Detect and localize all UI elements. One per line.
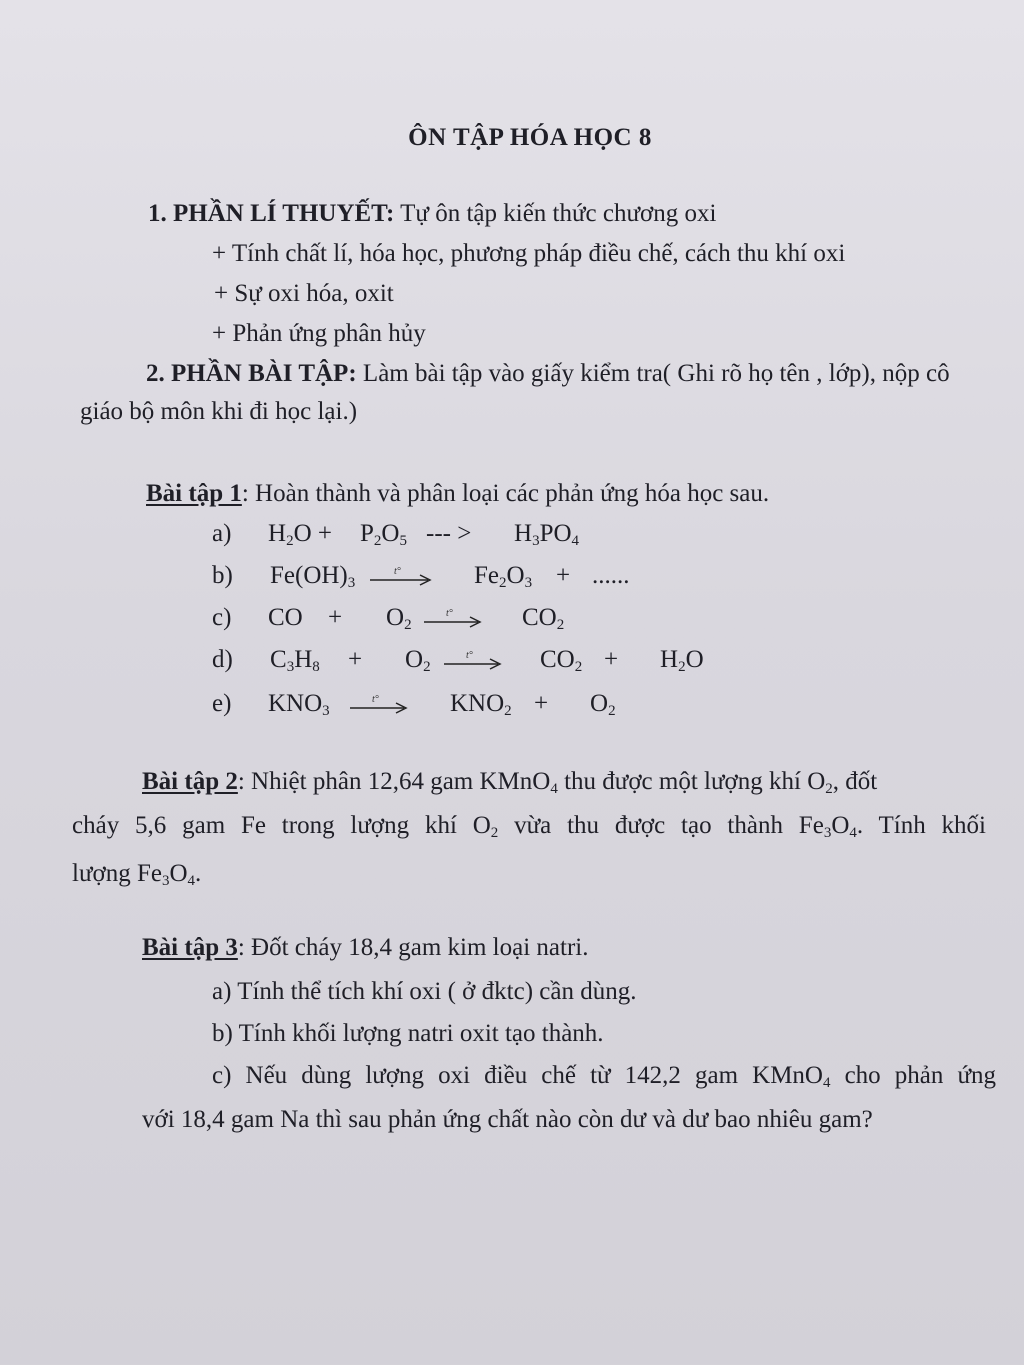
plus-sign: + [604, 646, 619, 673]
reaction-label: e) [212, 690, 232, 717]
exercise-section-heading-line [146, 360, 950, 388]
ex1-prompt: : Hoàn thành và phân loại các phản ứng hóa học sau. [241, 480, 770, 507]
heat-mark: t° [466, 650, 473, 661]
theory-item-1: + Tính chất lí, hóa học, phương pháp điều chế, cách thu khí oxi [212, 240, 846, 267]
theory-heading: 1. PHẦN LÍ THUYẾT: [148, 200, 395, 227]
ex3-label: Bài tập 3 [142, 934, 238, 961]
ex3-prompt: : Đốt cháy 18,4 gam kim loại natri. [237, 934, 589, 961]
product-1: $KNO_2$ [450, 690, 512, 719]
reaction-label: b) [212, 562, 233, 589]
product-1: $CO_2$ [540, 646, 583, 675]
ex3-part-b: b) Tính khối lượng natri oxit tạo thành. [212, 1020, 604, 1047]
ex1-label: Bài tập 1 [146, 480, 242, 507]
ex3-part-a: a) Tính thể tích khí oxi ( ở đktc) cần dùng. [212, 978, 637, 1005]
product-1: $CO_2$ [522, 604, 565, 633]
reactant-1: $Fe(OH)_3$ [270, 562, 356, 591]
heat-arrow [348, 694, 414, 725]
blank-dots: ...... [592, 562, 630, 589]
ex3-part-c-line-2: với 18,4 gam Na thì sau phản ứng chất nào còn dư và dư bao nhiêu gam? [142, 1106, 873, 1133]
arrow-right-icon [368, 566, 434, 590]
theory-item-3: + Phản ứng phân hủy [212, 320, 426, 347]
reactant-1: $C_3H_8$ [270, 646, 320, 675]
heat-mark: t° [372, 694, 379, 705]
exercise-instructions-cont: giáo bộ môn khi đi học lại.) [80, 398, 358, 425]
plus-sign: + [328, 604, 343, 631]
theory-intro: Tự ôn tập kiến thức chương oxi [400, 200, 717, 227]
reaction-label: c) [212, 604, 232, 631]
product-1: $Fe_2O_3$ [474, 562, 533, 591]
ex3-part-c-line-1: c) Nếu dùng lượng oxi điều chế từ 142,2 gam KMnO$_4$ cho phản ứng [212, 1062, 996, 1091]
product-2: $O_2$ [590, 690, 616, 719]
reactant-2: $O_2$ [405, 646, 431, 675]
heat-arrow [368, 566, 434, 597]
reactant-1: $KNO_3$ [268, 690, 330, 719]
heat-arrow [422, 608, 488, 639]
arrow-right-icon [422, 608, 488, 632]
ex2-line-2: cháy 5,6 gam Fe trong lượng khí $O_2$ vừa thu được tạo thành $Fe_3O_4$. Tính khối [72, 812, 986, 841]
heat-mark: t° [446, 608, 453, 619]
ex2-line-1: Bài tập 2: Nhiệt phân 12,64 gam KMnO$_4$ thu được một lượng khí $O_2$, đốt [142, 768, 878, 797]
ex3-heading-line [142, 934, 588, 962]
arrow-right-icon [348, 694, 414, 718]
exercise-heading: 2. PHẦN BÀI TẬP: [146, 360, 357, 387]
ex1-heading-line [146, 480, 769, 508]
theory-item-2: + Sự oxi hóa, oxit [214, 280, 394, 307]
exercise-instructions: Làm bài tập vào giấy kiểm tra( Ghi rõ họ tên , lớp), nộp cô [362, 360, 950, 387]
plus-sign: + [556, 562, 571, 589]
reactant-2: $P_2O_5$ [360, 520, 407, 549]
theory-section-heading-line [148, 200, 716, 228]
reactant-1: CO [268, 604, 303, 631]
heat-arrow [442, 650, 508, 681]
ex2-line-3: lượng $Fe_3O_4$. [72, 860, 202, 889]
plus-sign: + [348, 646, 363, 673]
product-2: $H_2O$ [660, 646, 704, 675]
heat-mark: t° [394, 566, 401, 577]
product-1: $H_3PO_4$ [514, 520, 580, 549]
reaction-label: d) [212, 646, 233, 673]
ex2-label: Bài tập 2 [142, 768, 238, 795]
reactant-1: $H_2O$ + [268, 520, 332, 549]
reaction-arrow-text: --- > [426, 520, 472, 547]
plus-sign: + [534, 690, 549, 717]
reaction-label: a) [212, 520, 232, 547]
reactant-2: $O_2$ [386, 604, 412, 633]
page-title: ÔN TẬP HÓA HỌC 8 [408, 124, 652, 151]
arrow-right-icon [442, 650, 508, 674]
